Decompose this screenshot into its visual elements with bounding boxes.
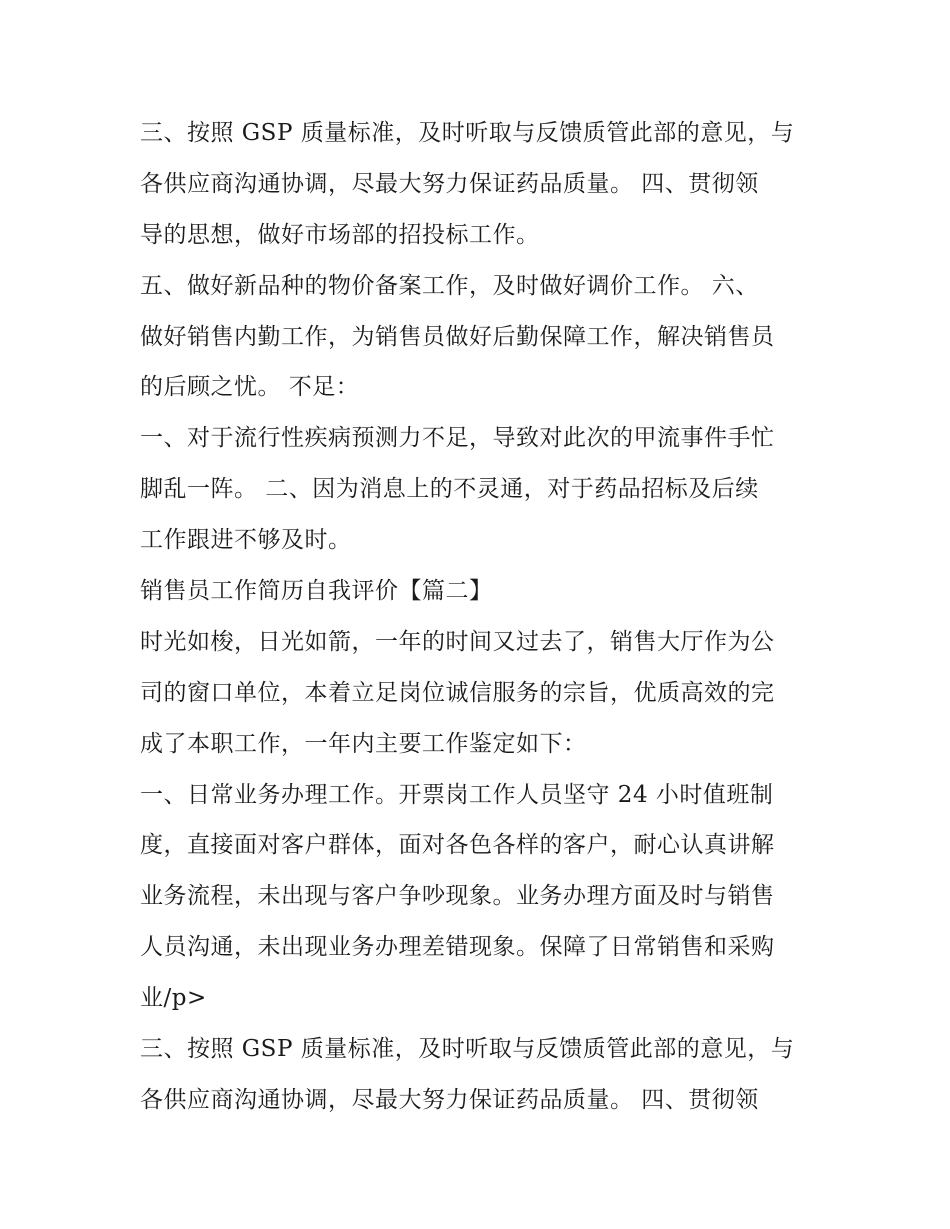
text-line: 业/p>: [140, 985, 207, 1012]
text-line: 人员沟通，未出现业务办理差错现象。保障了日常销售和采购: [140, 934, 775, 961]
text-line: 五、做好新品种的物价备案工作，及时做好调价工作。 六、: [140, 272, 759, 299]
text-line: 做好销售内勤工作，为销售员做好后勤保障工作，解决销售员: [140, 323, 775, 350]
text-line: 业务流程，未出现与客户争吵现象。业务办理方面及时与销售: [140, 883, 775, 910]
text-line: 三、按照 GSP 质量标准，及时听取与反馈质管此部的意见，与: [140, 120, 795, 146]
text-line: 工作跟进不够及时。: [140, 527, 352, 554]
section-heading: 销售员工作简历自我评价【篇二】: [140, 578, 493, 605]
text-line: 的后顾之忧。 不足：: [140, 374, 360, 401]
text-line: 各供应商沟通协调，尽最大努力保证药品质量。 四、贯彻领: [140, 170, 759, 197]
text-line: 时光如梭，日光如箭，一年的时间又过去了，销售大厅作为公: [140, 628, 775, 655]
text-line: 度，直接面对客户群体，面对各色各样的客户，耐心认真讲解: [140, 832, 775, 859]
text-line: 三、按照 GSP 质量标准，及时听取与反馈质管此部的意见，与: [140, 1036, 795, 1063]
text-line: 一、日常业务办理工作。开票岗工作人员坚守 24 小时值班制: [140, 781, 774, 808]
text-line: 司的窗口单位，本着立足岗位诚信服务的宗旨，优质高效的完: [140, 679, 775, 706]
document-body: [140, 108, 820, 1126]
text-line: 脚乱一阵。 二、因为消息上的不灵通，对于药品招标及后续: [140, 476, 759, 503]
text-line: 成了本职工作，一年内主要工作鉴定如下：: [140, 730, 587, 757]
text-line: 一、对于流行性疾病预测力不足，导致对此次的甲流事件手忙: [140, 425, 775, 452]
text-line: 导的思想，做好市场部的招投标工作。: [140, 221, 540, 248]
text-line: 各供应商沟通协调，尽最大努力保证药品质量。 四、贯彻领: [140, 1086, 759, 1113]
